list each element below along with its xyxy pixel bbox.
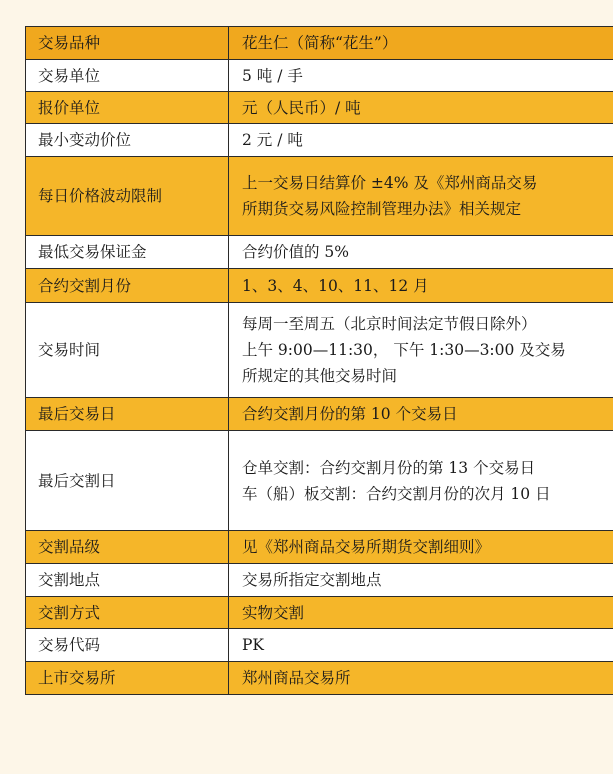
row-value — [229, 124, 613, 157]
table-row — [26, 531, 613, 564]
table-row — [26, 92, 613, 124]
row-label: 交割方式 — [26, 597, 229, 629]
table-row — [26, 662, 613, 695]
row-value — [229, 564, 613, 597]
row-value — [229, 236, 613, 269]
row-value-line: 花生仁（简称“花生”） — [242, 34, 398, 52]
row-value-line: 仓单交割：合约交割月份的第 13 个交易日 — [242, 458, 536, 477]
row-value — [229, 531, 613, 564]
row-label: 交割品级 — [26, 531, 229, 564]
row-label: 最后交割日 — [26, 431, 229, 531]
futures-contract-spec-table — [25, 26, 613, 695]
row-value-line: PK — [242, 636, 265, 654]
row-value-line: 郑州商品交易所 — [242, 669, 351, 687]
table-row — [26, 597, 613, 629]
row-value-line: 所期货交易风险控制管理办法》相关规定 — [242, 200, 522, 218]
row-value-line: 上午 9:00—11:30， 下午 1:30—3:00 及交易 — [242, 341, 566, 359]
row-value — [229, 629, 613, 662]
row-label: 上市交易所 — [26, 662, 229, 695]
row-value — [229, 269, 613, 303]
table-row — [26, 157, 613, 236]
row-label: 交易时间 — [26, 303, 229, 398]
row-label: 最后交易日 — [26, 398, 229, 431]
row-label: 交易代码 — [26, 629, 229, 662]
row-value-line: 5 吨 / 手 — [242, 66, 303, 85]
row-label: 交易单位 — [26, 60, 229, 92]
row-value-line: 上一交易日结算价 ±4% 及《郑州商品交易 — [242, 174, 538, 192]
row-value-line: 交易所指定交割地点 — [242, 571, 382, 589]
table-row — [26, 236, 613, 269]
row-label: 最小变动价位 — [26, 124, 229, 157]
row-label: 交易品种 — [26, 27, 229, 60]
row-label: 报价单位 — [26, 92, 229, 124]
row-label: 最低交易保证金 — [26, 236, 229, 269]
row-value — [229, 157, 613, 236]
row-value-line: 1、3、4、10、11、12 月 — [242, 276, 429, 295]
table-row — [26, 124, 613, 157]
row-value-line: 所规定的其他交易时间 — [242, 367, 398, 385]
table-row — [26, 629, 613, 662]
row-label: 每日价格波动限制 — [26, 157, 229, 236]
table-row — [26, 431, 613, 531]
row-value — [229, 431, 613, 531]
row-value-line: 元（人民币）/ 吨 — [242, 98, 361, 117]
row-value — [229, 303, 613, 398]
row-label: 交割地点 — [26, 564, 229, 597]
row-value — [229, 662, 613, 695]
row-value — [229, 60, 613, 92]
table-row — [26, 398, 613, 431]
table-row — [26, 27, 613, 60]
row-value-line: 见《郑州商品交易所期货交割细则》 — [242, 538, 491, 556]
row-value — [229, 398, 613, 431]
row-value-line: 车（船）板交割：合约交割月份的次月 10 日 — [242, 484, 551, 503]
row-label: 合约交割月份 — [26, 269, 229, 303]
table-row — [26, 60, 613, 92]
table-row — [26, 303, 613, 398]
row-value-line: 合约交割月份的第 10 个交易日 — [242, 405, 458, 423]
table-row — [26, 269, 613, 303]
row-value-line: 每周一至周五（北京时间法定节假日除外） — [242, 315, 537, 333]
row-value — [229, 92, 613, 124]
table-row — [26, 564, 613, 597]
row-value-line: 实物交割 — [242, 603, 305, 622]
row-value-line: 合约价值的 5% — [242, 243, 350, 261]
row-value-line: 2 元 / 吨 — [242, 131, 303, 149]
row-value — [229, 27, 613, 60]
row-value — [229, 597, 613, 629]
